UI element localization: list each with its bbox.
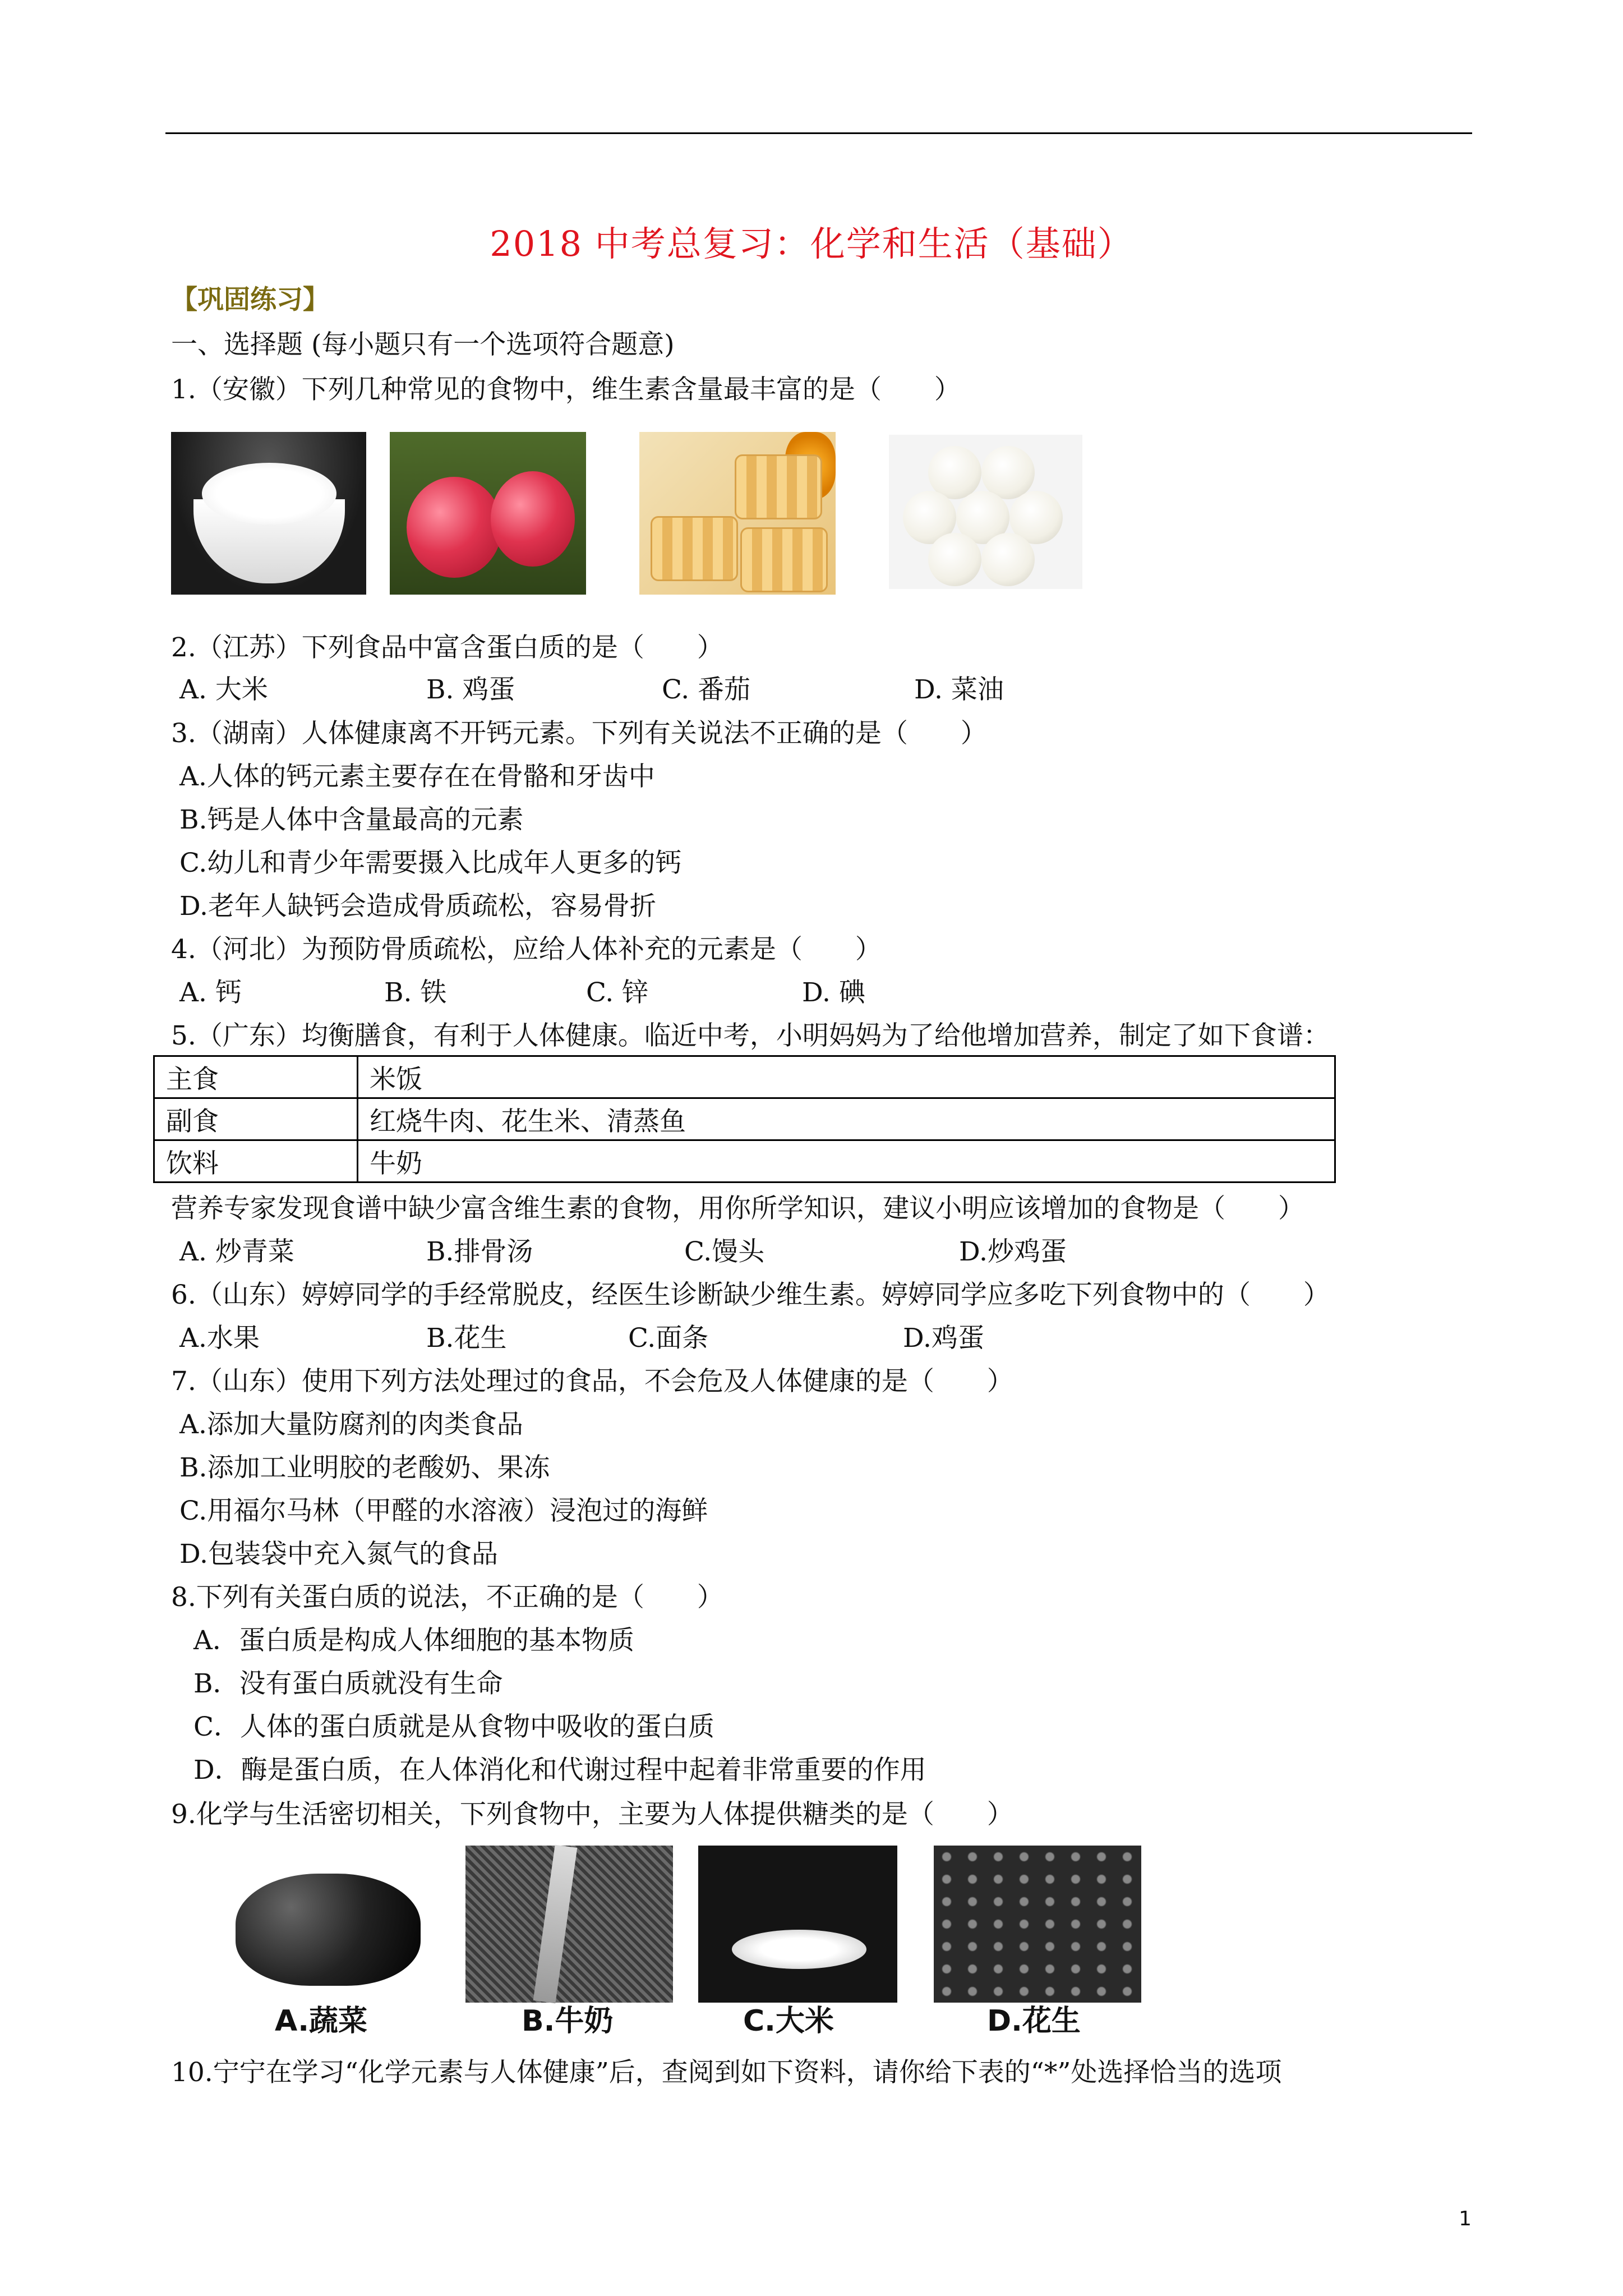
- rice-bowl-image: [171, 432, 366, 595]
- table-cell: 饮料: [154, 1140, 358, 1182]
- option-a: A.水果: [179, 1323, 260, 1354]
- option-c: C.面条: [628, 1323, 709, 1354]
- q3-option-c: C.幼儿和青少年需要摄入比成年人更多的钙: [179, 848, 682, 878]
- section-heading: 【巩固练习】: [171, 284, 329, 315]
- option-a: A. 炒青菜: [179, 1236, 294, 1267]
- question-4: 4.（河北）为预防骨质疏松，应给人体补充的元素是（ ）: [171, 934, 882, 965]
- apple-image: [390, 432, 586, 595]
- question-1: 1.（安徽）下列几种常见的食物中，维生素含量最丰富的是（ ）: [171, 374, 961, 405]
- question-8: 8.下列有关蛋白质的说法，不正确的是（ ）: [171, 1582, 723, 1613]
- question-9: 9.化学与生活密切相关，下列食物中，主要为人体提供糖类的是（ ）: [171, 1799, 1013, 1830]
- question-5-followup: 营养专家发现食谱中缺少富含维生素的食物，用你所学知识，建议小明应该增加的食物是（ ）: [171, 1193, 1304, 1224]
- peanut-image: [934, 1846, 1141, 2003]
- table-row: [154, 1098, 1335, 1140]
- q8-option-c: C．人体的蛋白质就是从食物中吸收的蛋白质: [193, 1711, 714, 1742]
- table-cell: 副食: [154, 1098, 358, 1140]
- table-cell: 牛奶: [358, 1140, 1335, 1182]
- page-title: 2018 中考总复习：化学和生活（基础）: [490, 223, 1133, 264]
- q8-option-a: A．蛋白质是构成人体细胞的基本物质: [193, 1625, 634, 1656]
- table-cell: 米饭: [358, 1056, 1335, 1098]
- caption-b: B.牛奶: [522, 2004, 614, 2038]
- option-a: A. 大米: [179, 674, 268, 705]
- option-b: B. 鸡蛋: [426, 674, 515, 705]
- option-b: B. 铁: [384, 977, 447, 1008]
- caption-d: D.花生: [987, 2004, 1081, 2038]
- caption-a: A.蔬菜: [275, 2004, 367, 2038]
- option-c: C. 番茄: [662, 674, 751, 705]
- table-cell: 红烧牛肉、花生米、清蒸鱼: [358, 1098, 1335, 1140]
- question-10: 10.宁宁在学习“化学元素与人体健康”后，查阅到如下资料，请你给下表的“*”处选择恰当的选项: [171, 2057, 1282, 2088]
- question-6: 6.（山东）婷婷同学的手经常脱皮，经医生诊断缺少维生素。婷婷同学应多吃下列食物中的（ ）: [171, 1280, 1330, 1310]
- option-c: C.馒头: [684, 1236, 765, 1267]
- question-7: 7.（山东）使用下列方法处理过的食品，不会危及人体健康的是（ ）: [171, 1366, 1013, 1397]
- header-rule: [165, 132, 1472, 134]
- cake-roll-image: [639, 432, 836, 595]
- q7-option-a: A.添加大量防腐剂的肉类食品: [179, 1409, 523, 1440]
- q7-option-c: C.用福尔马林（甲醛的水溶液）浸泡过的海鲜: [179, 1496, 708, 1526]
- option-d: D.鸡蛋: [903, 1323, 984, 1354]
- caption-c: C.大米: [743, 2004, 834, 2038]
- option-c: C. 锌: [586, 977, 649, 1008]
- menu-table: [153, 1055, 1336, 1183]
- q3-option-a: A.人体的钙元素主要存在在骨骼和牙齿中: [179, 761, 655, 792]
- option-b: B.排骨汤: [426, 1236, 533, 1267]
- option-b: B.花生: [426, 1323, 507, 1354]
- part-heading: 一、选择题 (每小题只有一个选项符合题意): [171, 329, 675, 360]
- option-a: A. 钙: [179, 977, 242, 1008]
- rice-image: [698, 1846, 897, 2003]
- option-d: D. 菜油: [914, 674, 1004, 705]
- table-row: [154, 1056, 1335, 1098]
- steamed-buns-image: [889, 435, 1082, 589]
- option-d: D. 碘: [802, 977, 865, 1008]
- q7-option-b: B.添加工业明胶的老酸奶、果冻: [179, 1452, 550, 1483]
- q8-option-b: B．没有蛋白质就没有生命: [193, 1668, 503, 1699]
- vegetable-image: [224, 1846, 432, 2003]
- milk-image: [465, 1846, 673, 2003]
- q7-option-d: D.包装袋中充入氮气的食品: [179, 1539, 498, 1570]
- question-3: 3.（湖南）人体健康离不开钙元素。下列有关说法不正确的是（ ）: [171, 718, 987, 749]
- option-d: D.炒鸡蛋: [959, 1236, 1067, 1267]
- table-row: [154, 1140, 1335, 1182]
- question-5: 5.（广东）均衡膳食，有利于人体健康。临近中考，小明妈妈为了给他增加营养，制定了如下食谱：: [171, 1020, 1330, 1051]
- table-cell: 主食: [154, 1056, 358, 1098]
- question-2: 2.（江苏）下列食品中富含蛋白质的是（ ）: [171, 632, 723, 663]
- page-number: 1: [1459, 2207, 1472, 2230]
- q3-option-d: D.老年人缺钙会造成骨质疏松，容易骨折: [179, 891, 656, 922]
- q8-option-d: D．酶是蛋白质，在人体消化和代谢过程中起着非常重要的作用: [193, 1755, 926, 1786]
- q3-option-b: B.钙是人体中含量最高的元素: [179, 804, 524, 835]
